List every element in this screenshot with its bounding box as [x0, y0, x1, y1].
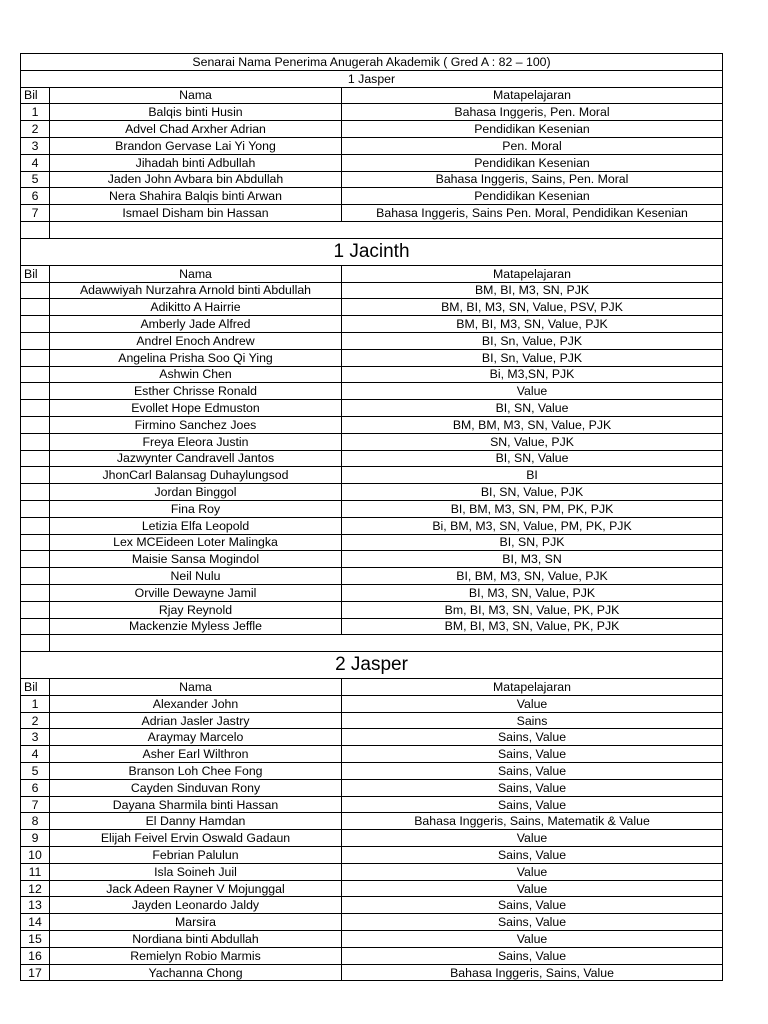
- table-row: [21, 897, 723, 914]
- bil-cell: [21, 618, 50, 635]
- table-row: [21, 316, 723, 333]
- matapelajaran-cell: Value: [342, 863, 723, 880]
- matapelajaran-cell: Sains, Value: [342, 947, 723, 964]
- matapelajaran-cell: BI, M3, SN: [342, 551, 723, 568]
- nama-cell: Elijah Feivel Ervin Oswald Gadaun: [50, 830, 342, 847]
- table-row: [21, 534, 723, 551]
- matapelajaran-cell: SN, Value, PJK: [342, 433, 723, 450]
- nama-cell: El Danny Hamdan: [50, 813, 342, 830]
- bil-cell: [21, 433, 50, 450]
- matapelajaran-cell: Bahasa Inggeris, Sains, Value: [342, 964, 723, 981]
- matapelajaran-cell: Pendidikan Kesenian: [342, 188, 723, 205]
- bil-cell: 3: [21, 137, 50, 154]
- matapelajaran-cell: Sains, Value: [342, 897, 723, 914]
- table-row: [21, 964, 723, 981]
- spacer-cell: [21, 635, 50, 652]
- bil-cell: [21, 400, 50, 417]
- spacer-cell: [50, 221, 723, 238]
- matapelajaran-cell: Sains, Value: [342, 796, 723, 813]
- nama-cell: Remielyn Robio Marmis: [50, 947, 342, 964]
- table-row: [21, 813, 723, 830]
- nama-cell: Jaden John Avbara bin Abdullah: [50, 171, 342, 188]
- table-row: [21, 584, 723, 601]
- nama-cell: Amberly Jade Alfred: [50, 316, 342, 333]
- bil-cell: 15: [21, 931, 50, 948]
- bil-cell: 14: [21, 914, 50, 931]
- nama-cell: Lex MCEideen Loter Malingka: [50, 534, 342, 551]
- table-row: [21, 517, 723, 534]
- class-heading-row: [21, 238, 723, 265]
- table-row: [21, 299, 723, 316]
- nama-cell: Letizia Elfa Leopold: [50, 517, 342, 534]
- bil-cell: [21, 467, 50, 484]
- table-row: [21, 137, 723, 154]
- matapelajaran-cell: Sains, Value: [342, 729, 723, 746]
- nama-cell: Freya Eleora Justin: [50, 433, 342, 450]
- nama-cell: Isla Soineh Juil: [50, 863, 342, 880]
- nama-cell: Fina Roy: [50, 500, 342, 517]
- bil-cell: [21, 282, 50, 299]
- bil-cell: [21, 534, 50, 551]
- table-row: [21, 332, 723, 349]
- table-row: [21, 500, 723, 517]
- table-row: [21, 568, 723, 585]
- column-header-matapelajaran: Matapelajaran: [342, 87, 723, 104]
- table-row: [21, 618, 723, 635]
- matapelajaran-cell: Value: [342, 830, 723, 847]
- bil-cell: [21, 299, 50, 316]
- nama-cell: Nordiana binti Abdullah: [50, 931, 342, 948]
- bil-cell: 12: [21, 880, 50, 897]
- bil-cell: [21, 450, 50, 467]
- matapelajaran-cell: BI, SN, Value: [342, 400, 723, 417]
- nama-cell: Andrel Enoch Andrew: [50, 332, 342, 349]
- nama-cell: Asher Earl Wilthron: [50, 746, 342, 763]
- table-row: [21, 154, 723, 171]
- nama-cell: Jordan Binggol: [50, 484, 342, 501]
- bil-cell: [21, 332, 50, 349]
- nama-cell: Cayden Sinduvan Rony: [50, 779, 342, 796]
- bil-cell: 16: [21, 947, 50, 964]
- matapelajaran-cell: Bi, M3,SN, PJK: [342, 366, 723, 383]
- table-row: [21, 282, 723, 299]
- matapelajaran-cell: BI, BM, M3, SN, PM, PK, PJK: [342, 500, 723, 517]
- table-row: [21, 947, 723, 964]
- bil-cell: 5: [21, 171, 50, 188]
- nama-cell: JhonCarl Balansag Duhaylungsod: [50, 467, 342, 484]
- nama-cell: Nera Shahira Balqis binti Arwan: [50, 188, 342, 205]
- bil-cell: 1: [21, 695, 50, 712]
- matapelajaran-cell: Value: [342, 880, 723, 897]
- bil-cell: 8: [21, 813, 50, 830]
- spacer-row: [21, 221, 723, 238]
- table-row: [21, 779, 723, 796]
- matapelajaran-cell: Bahasa Inggeris, Sains, Matematik & Value: [342, 813, 723, 830]
- bil-cell: 7: [21, 205, 50, 222]
- nama-cell: Jack Adeen Rayner V Mojunggal: [50, 880, 342, 897]
- matapelajaran-cell: Bahasa Inggeris, Pen. Moral: [342, 104, 723, 121]
- nama-cell: Balqis binti Husin: [50, 104, 342, 121]
- table-row: [21, 863, 723, 880]
- matapelajaran-cell: BI, SN, Value, PJK: [342, 484, 723, 501]
- title-row: [21, 54, 723, 71]
- column-header-bil: Bil: [21, 679, 50, 696]
- nama-cell: Dayana Sharmila binti Hassan: [50, 796, 342, 813]
- matapelajaran-cell: BM, BI, M3, SN, Value, PK, PJK: [342, 618, 723, 635]
- nama-cell: Brandon Gervase Lai Yi Yong: [50, 137, 342, 154]
- column-header-bil: Bil: [21, 87, 50, 104]
- matapelajaran-cell: BI, SN, Value: [342, 450, 723, 467]
- nama-cell: Araymay Marcelo: [50, 729, 342, 746]
- table-row: [21, 400, 723, 417]
- nama-cell: Jihadah binti Adbullah: [50, 154, 342, 171]
- table-row: [21, 349, 723, 366]
- table-row: [21, 104, 723, 121]
- class-heading: 1 Jacinth: [21, 238, 723, 265]
- nama-cell: Maisie Sansa Mogindol: [50, 551, 342, 568]
- matapelajaran-cell: BI, Sn, Value, PJK: [342, 349, 723, 366]
- table-row: [21, 416, 723, 433]
- class-heading: 2 Jasper: [21, 652, 723, 679]
- matapelajaran-cell: Sains, Value: [342, 746, 723, 763]
- bil-cell: 6: [21, 779, 50, 796]
- nama-cell: Mackenzie Myless Jeffle: [50, 618, 342, 635]
- bil-cell: [21, 383, 50, 400]
- bil-cell: [21, 316, 50, 333]
- nama-cell: Alexander John: [50, 695, 342, 712]
- column-header-bil: Bil: [21, 265, 50, 282]
- nama-cell: Neil Nulu: [50, 568, 342, 585]
- spacer-cell: [50, 635, 723, 652]
- bil-cell: 10: [21, 847, 50, 864]
- column-header-matapelajaran: Matapelajaran: [342, 265, 723, 282]
- class-heading: 1 Jasper: [21, 70, 723, 87]
- table-row: [21, 450, 723, 467]
- nama-cell: Febrian Palulun: [50, 847, 342, 864]
- table-row: [21, 121, 723, 138]
- table-row: [21, 551, 723, 568]
- award-list-body: [21, 54, 723, 981]
- bil-cell: [21, 551, 50, 568]
- spacer-row: [21, 635, 723, 652]
- matapelajaran-cell: BM, BI, M3, SN, Value, PJK: [342, 316, 723, 333]
- nama-cell: Ashwin Chen: [50, 366, 342, 383]
- bil-cell: [21, 517, 50, 534]
- table-row: [21, 746, 723, 763]
- bil-cell: 13: [21, 897, 50, 914]
- nama-cell: Jayden Leonardo Jaldy: [50, 897, 342, 914]
- table-row: [21, 366, 723, 383]
- nama-cell: Rjay Reynold: [50, 601, 342, 618]
- table-row: [21, 205, 723, 222]
- matapelajaran-cell: Value: [342, 695, 723, 712]
- matapelajaran-cell: BM, BI, M3, SN, PJK: [342, 282, 723, 299]
- table-row: [21, 383, 723, 400]
- nama-cell: Advel Chad Arxher Adrian: [50, 121, 342, 138]
- bil-cell: 11: [21, 863, 50, 880]
- matapelajaran-cell: Sains: [342, 712, 723, 729]
- header-row: [21, 679, 723, 696]
- matapelajaran-cell: Sains, Value: [342, 763, 723, 780]
- bil-cell: [21, 584, 50, 601]
- matapelajaran-cell: Sains, Value: [342, 779, 723, 796]
- nama-cell: Ismael Disham bin Hassan: [50, 205, 342, 222]
- table-row: [21, 171, 723, 188]
- column-header-nama: Nama: [50, 679, 342, 696]
- table-row: [21, 433, 723, 450]
- table-row: [21, 830, 723, 847]
- nama-cell: Adikitto A Hairrie: [50, 299, 342, 316]
- column-header-matapelajaran: Matapelajaran: [342, 679, 723, 696]
- bil-cell: 17: [21, 964, 50, 981]
- table-row: [21, 712, 723, 729]
- bil-cell: [21, 568, 50, 585]
- nama-cell: Branson Loh Chee Fong: [50, 763, 342, 780]
- bil-cell: 5: [21, 763, 50, 780]
- matapelajaran-cell: BI, SN, PJK: [342, 534, 723, 551]
- nama-cell: Yachanna Chong: [50, 964, 342, 981]
- table-row: [21, 695, 723, 712]
- table-row: [21, 188, 723, 205]
- award-list-table: [20, 53, 723, 981]
- bil-cell: [21, 601, 50, 618]
- matapelajaran-cell: Pen. Moral: [342, 137, 723, 154]
- table-row: [21, 914, 723, 931]
- matapelajaran-cell: Sains, Value: [342, 847, 723, 864]
- table-row: [21, 763, 723, 780]
- table-row: [21, 880, 723, 897]
- matapelajaran-cell: BM, BM, M3, SN, Value, PJK: [342, 416, 723, 433]
- nama-cell: Marsira: [50, 914, 342, 931]
- table-row: [21, 467, 723, 484]
- nama-cell: Firmino Sanchez Joes: [50, 416, 342, 433]
- bil-cell: 2: [21, 121, 50, 138]
- bil-cell: [21, 366, 50, 383]
- bil-cell: [21, 484, 50, 501]
- bil-cell: 1: [21, 104, 50, 121]
- nama-cell: Jazwynter Candravell Jantos: [50, 450, 342, 467]
- nama-cell: Esther Chrisse Ronald: [50, 383, 342, 400]
- matapelajaran-cell: BI: [342, 467, 723, 484]
- bil-cell: [21, 500, 50, 517]
- class-heading-row: [21, 652, 723, 679]
- bil-cell: 6: [21, 188, 50, 205]
- column-header-nama: Nama: [50, 87, 342, 104]
- header-row: [21, 265, 723, 282]
- matapelajaran-cell: Pendidikan Kesenian: [342, 121, 723, 138]
- matapelajaran-cell: Value: [342, 931, 723, 948]
- matapelajaran-cell: BI, M3, SN, Value, PJK: [342, 584, 723, 601]
- matapelajaran-cell: Bm, BI, M3, SN, Value, PK, PJK: [342, 601, 723, 618]
- matapelajaran-cell: Value: [342, 383, 723, 400]
- document-title: Senarai Nama Penerima Anugerah Akademik ( Gred A : 82 – 100): [21, 54, 723, 71]
- bil-cell: 2: [21, 712, 50, 729]
- table-row: [21, 729, 723, 746]
- column-header-nama: Nama: [50, 265, 342, 282]
- bil-cell: [21, 349, 50, 366]
- table-row: [21, 796, 723, 813]
- matapelajaran-cell: BI, BM, M3, SN, Value, PJK: [342, 568, 723, 585]
- table-row: [21, 847, 723, 864]
- bil-cell: 4: [21, 746, 50, 763]
- table-row: [21, 601, 723, 618]
- matapelajaran-cell: Bahasa Inggeris, Sains, Pen. Moral: [342, 171, 723, 188]
- bil-cell: 4: [21, 154, 50, 171]
- class-heading-row: [21, 70, 723, 87]
- bil-cell: [21, 416, 50, 433]
- header-row: [21, 87, 723, 104]
- nama-cell: Angelina Prisha Soo Qi Ying: [50, 349, 342, 366]
- spacer-cell: [21, 221, 50, 238]
- bil-cell: 7: [21, 796, 50, 813]
- bil-cell: 9: [21, 830, 50, 847]
- matapelajaran-cell: Pendidikan Kesenian: [342, 154, 723, 171]
- matapelajaran-cell: BM, BI, M3, SN, Value, PSV, PJK: [342, 299, 723, 316]
- nama-cell: Evollet Hope Edmuston: [50, 400, 342, 417]
- bil-cell: 3: [21, 729, 50, 746]
- matapelajaran-cell: BI, Sn, Value, PJK: [342, 332, 723, 349]
- matapelajaran-cell: Bi, BM, M3, SN, Value, PM, PK, PJK: [342, 517, 723, 534]
- nama-cell: Orville Dewayne Jamil: [50, 584, 342, 601]
- matapelajaran-cell: Sains, Value: [342, 914, 723, 931]
- nama-cell: Adawwiyah Nurzahra Arnold binti Abdullah: [50, 282, 342, 299]
- table-row: [21, 931, 723, 948]
- table-row: [21, 484, 723, 501]
- nama-cell: Adrian Jasler Jastry: [50, 712, 342, 729]
- matapelajaran-cell: Bahasa Inggeris, Sains Pen. Moral, Pendidikan Kesenian: [342, 205, 723, 222]
